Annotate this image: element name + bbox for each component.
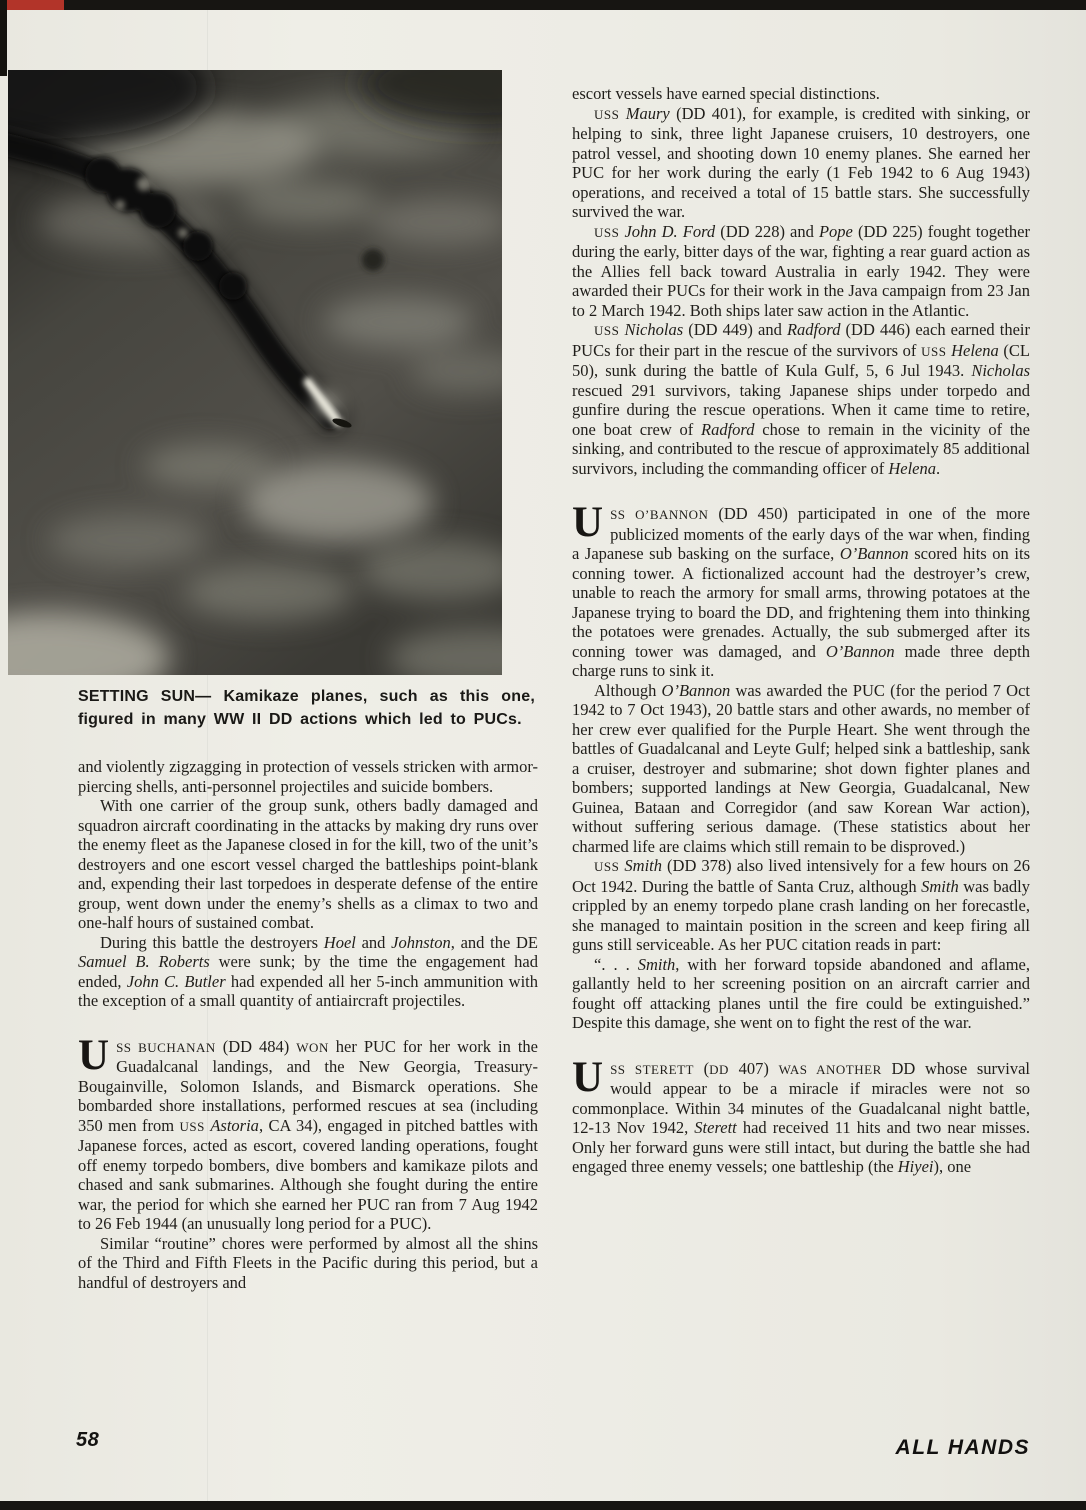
paragraph: USS O’BANNON (DD 450) participated in one of the more publicized moments of the early days of the war when, finding a Japanese sub basking on the surface, O’Bannon scored hits on its conning tower. A fictionalized account had the destroyer’s crew, unable to reach the armory for small arms, throwing potatoes at the Japanese trying to board the DD, and frightening them into thinking the potatoes were grenades. Actually, the sub submerged after its conning tower was damaged, and O’Bannon made three depth charge runs to sink it. — [572, 499, 1030, 680]
paragraph: Similar “routine” chores were performed by almost all the shins of the Third and Fifth Fleets in the Pacific during this period, but a handful of destroyers and — [78, 1233, 538, 1292]
paragraph: Although O’Bannon was awarded the PUC (for the period 7 Oct 1942 to 7 Oct 1943), 20 battle stars and other awards, no member of her crew ever qualified for the Purple Heart. She went through the battles of Guadalcanal and Leyte Gulf; helped sink a battleship, sank a cruiser, destroyer and submarine; shot down fighter planes and bombers; supported landings at New Georgia, Guadalcanal, New Guinea, Bataan and Corregidor (and saw Korean War action), without suffering serious damage. (These statistics about her charmed life are claims which still remain to be disproved.) — [572, 680, 1030, 856]
paragraph: escort vessels have earned special distinctions. — [572, 84, 880, 103]
paragraph: With one carrier of the group sunk, others badly damaged and squadron aircraft coordinating in the attacks by making dry runs over the enemy fleet as the Japanese closed in for the kill, two of the unit’s destroyers and one escort vessel charged the battleships point-blank and, expending their last torpedoes in desperate defense of the entire group, went down under the enemy’s shells as a climax to two and one-half hours of sustained combat. — [78, 796, 538, 932]
right-column — [572, 84, 1030, 1177]
paragraph: “. . . Smith, with her forward topside abandoned and aflame, gallantly held to her screening position on an aircraft carrier and fought off attacking planes until the fire could be extinguished.” Despite this damage, she went on to fight the rest of the war. — [572, 954, 1031, 1032]
bottom-edge-bar — [0, 1501, 1086, 1510]
left-edge-strip — [0, 0, 7, 76]
paragraph: and violently zigzagging in protection of vessels stricken with armor-piercing shells, anti-personnel projectiles and suicide bombers. — [78, 757, 538, 796]
paragraph: USS Smith (DD 378) also lived intensively for a few hours on 26 Oct 1942. During the battle of Santa Cruz, although Smith was badly crippled by an enemy torpedo plane crash landing on her forecastle, she managed to maintain position in the screen and keep firing all guns still serviceable. As her PUC citation reads in part: — [572, 856, 1031, 954]
top-edge-bar — [0, 0, 1086, 10]
photo-caption: SETTING SUN— Kamikaze planes, such as this one, figured in many WW II DD actions which led to PUCs. — [78, 688, 535, 728]
kamikaze-photo — [8, 70, 502, 675]
dropcap-letter: U — [572, 499, 604, 546]
paragraph: USS Nicholas (DD 449) and Radford (DD 446) each earned their PUCs for their part in the rescue of the survivors of USS Helena (CL 50), sunk during the battle of Kula Gulf, 5, 6 Jul 1943. Nicholas rescued 291 survivors, taking Japanese ships under torpedo and gunfire during the rescue operations. When it came time to retire, one boat crew of Radford chose to remain in the vicinity of the sinking, and contributed to the rescue of approximately 85 additional survivors, including the commanding officer of Helena. — [572, 320, 1031, 478]
dropcap-letter: U — [572, 1053, 604, 1101]
page-number: 58 — [76, 1429, 100, 1451]
top-edge-red-accent — [0, 0, 64, 10]
dropcap-letter: U — [78, 1031, 110, 1079]
paragraph: USS BUCHANAN (DD 484) WON her PUC for her work in the Guadalcanal landings, and the New Georgia, Treasury-Bougainville, Solomon Islands, and Bismarck operations. She bombarded shore installations, performed rescues at sea (including 350 men from USS Astoria, CA 34), engaged in pitched battles with Japanese forces, acted as escort, covered landing operations, fought off enemy torpedo bombers, dive bombers and kamikaze pilots and chased and sank submarines. Although she fought during the entire war, the period for which she earned her PUC ran from 7 Aug 1942 to 26 Feb 1944 (an unusually long period for a PUC). — [78, 1031, 539, 1233]
kamikaze-photo-art — [8, 70, 502, 675]
paragraph: USS Maury (DD 401), for example, is credited with sinking, or helping to sink, three light Japanese cruisers, 10 destroyers, one patrol vessel, and shooting down 10 enemy planes. She earned her PUC for her work during the early (1 Feb 1942 to 6 Aug 1943) operations, and received a total of 15 battle stars. She successfully survived the war. — [572, 103, 1030, 221]
paragraph: USS John D. Ford (DD 228) and Pope (DD 225) fought together during the early, bitter days of the war, fighting a rear guard action as the Allies fell back toward Australia in early 1942. They were awarded their PUCs for their work in the Java campaign from 23 Jan to 2 March 1942. Both ships later saw action in the Atlantic. — [572, 221, 1030, 320]
paragraph: USS STERETT (DD 407) WAS ANOTHER DD whose survival would appear to be a miracle if miracles were not so commonplace. Within 34 minutes of the Guadalcanal night battle, 12-13 Nov 1942, Sterett had received 11 hits and two near misses. Only her forward guns were still intact, but during the battle she had engaged three enemy vessels; one battleship (the Hiyei), one — [572, 1053, 1030, 1176]
magazine-footer-brand: ALL HANDS — [895, 1436, 1030, 1459]
left-column — [78, 757, 538, 1292]
paragraph: During this battle the destroyers Hoel and Johnston, and the DE Samuel B. Roberts were sunk; by the time the engagement had ended, John C. Butler had expended all her 5-inch ammunition with the exception of a small quantity of antiaircraft projectiles. — [78, 932, 538, 1010]
